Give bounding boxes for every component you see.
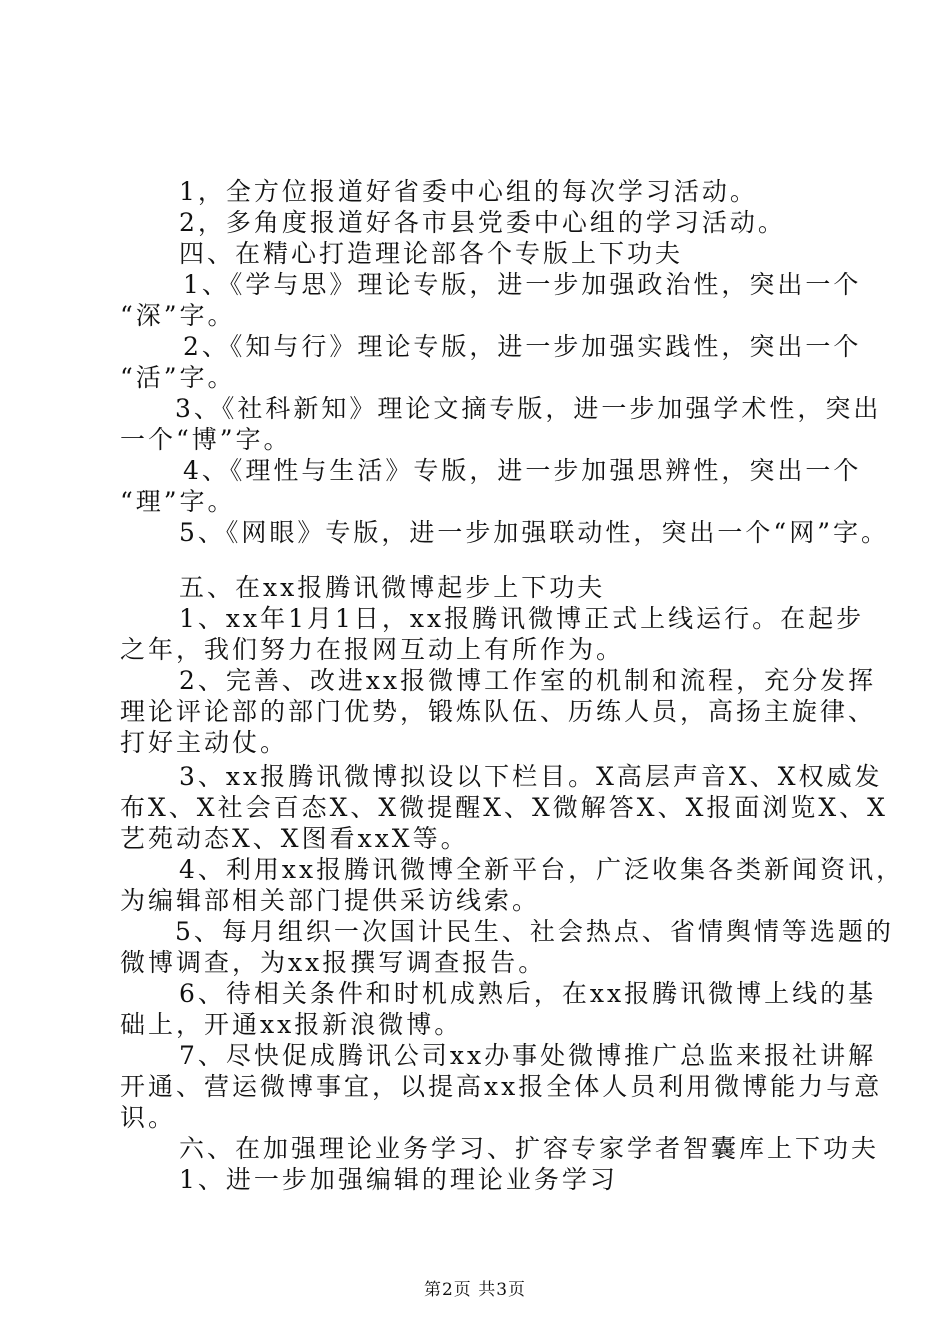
page-number-footer: 第2页 共3页 [423,1280,527,1300]
text-line: “理”字。 [120,487,236,516]
text-line: 识。 [120,1103,177,1132]
text-line: 2、完善、改进xx报微博工作室的机制和流程，充分发挥 [179,666,877,695]
text-line: 2、《知与行》理论专版，进一步加强实践性，突出一个 [183,332,862,361]
section-heading: 四、在精心打造理论部各个专版上下功夫 [179,239,684,268]
section-heading: 五、在xx报腾讯微博起步上下功夫 [179,573,606,602]
text-line: 础上，开通xx报新浪微博。 [120,1010,463,1039]
text-line: “深”字。 [120,301,236,330]
text-line: 1，全方位报道好省委中心组的每次学习活动。 [179,177,758,206]
text-line: 6、待相关条件和时机成熟后，在xx报腾讯微博上线的基 [179,979,877,1008]
text-line: 1、xx年1月1日，xx报腾讯微博正式上线运行。在起步 [179,604,865,633]
text-line: 打好主动仗。 [120,728,289,757]
text-line: 5、每月组织一次国计民生、社会热点、省情舆情等选题的 [175,917,894,946]
text-line: 微博调查，为xx报撰写调查报告。 [120,948,547,977]
text-line: 1、《学与思》理论专版，进一步加强政治性，突出一个 [183,270,862,299]
text-line: 7、尽快促成腾讯公司xx办事处微博推广总监来报社讲解 [179,1041,877,1070]
text-line: 艺苑动态X、X图看xxX等。 [120,824,469,853]
text-line: 3、《社科新知》理论文摘专版，进一步加强学术性，突出 [175,394,882,423]
section-heading: 六、在加强理论业务学习、扩容专家学者智囊库上下功夫 [179,1134,880,1163]
text-line: 为编辑部相关部门提供采访线索。 [120,886,541,915]
text-line: 2，多角度报道好各市县党委中心组的学习活动。 [179,208,786,237]
text-line: “活”字。 [120,363,236,392]
text-line: 4、《理性与生活》专版，进一步加强思辨性，突出一个 [183,456,862,485]
text-line: 5、《网眼》专版，进一步加强联动性，突出一个“网”字。 [179,518,889,547]
text-line: 之年，我们努力在报网互动上有所作为。 [120,635,625,664]
text-line: 1、进一步加强编辑的理论业务学习 [179,1165,618,1194]
text-line: 一个“博”字。 [120,425,292,454]
text-line: 开通、营运微博事宜，以提高xx报全体人员利用微博能力与意 [120,1072,883,1101]
text-line: 理论评论部的部门优势，锻炼队伍、历练人员，高扬主旋律、 [120,697,877,726]
text-line: 4、利用xx报腾讯微博全新平台，广泛收集各类新闻资讯， [179,855,905,884]
text-line: 3、xx报腾讯微博拟设以下栏目。X高层声音X、X权威发 [179,762,883,791]
text-line: 布X、X社会百态X、X微提醒X、X微解答X、X报面浏览X、X [120,793,888,822]
